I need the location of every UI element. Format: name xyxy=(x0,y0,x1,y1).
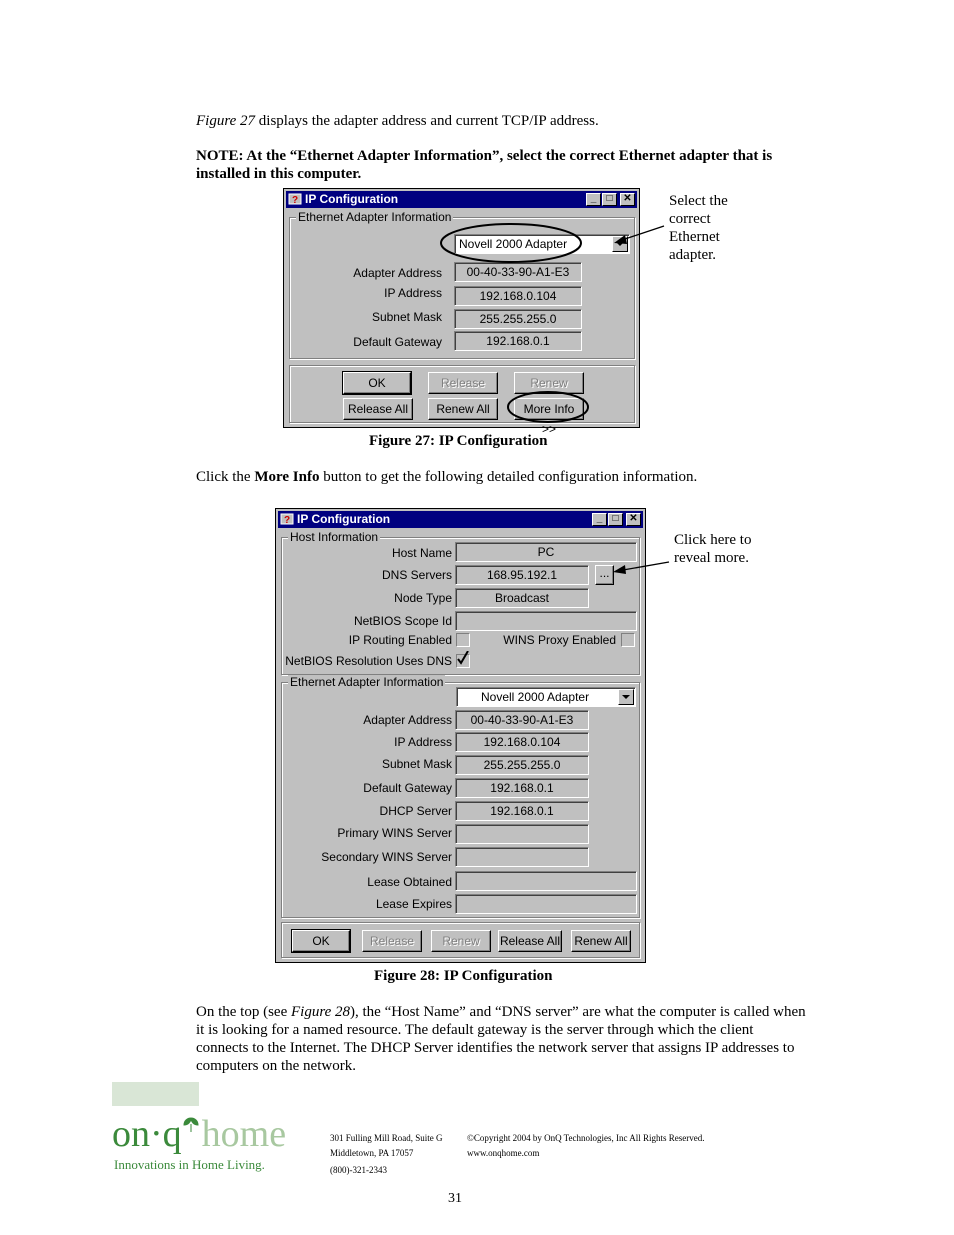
figure-28-caption: Figure 28: IP Configuration xyxy=(374,968,553,984)
website-link[interactable]: www.onqhome.com xyxy=(467,1148,540,1158)
d2-adapter-select-value: Novell 2000 Adapter xyxy=(481,690,590,704)
para3-p1: On the top (see xyxy=(196,1004,291,1020)
phone-number: (800)-321-2343 xyxy=(330,1165,387,1175)
d2-label-dhcp-server: DHCP Server xyxy=(379,804,452,818)
chevron-down-icon[interactable] xyxy=(618,689,634,705)
figure-27-caption: Figure 27: IP Configuration xyxy=(369,433,548,449)
d2-label-default-gateway: Default Gateway xyxy=(363,781,452,795)
logo-onq: on·q xyxy=(112,1113,182,1155)
intro-text: displays the adapter address and current TCP/IP address. xyxy=(255,113,599,129)
reveal-more-arrowhead xyxy=(613,565,626,574)
logo-home: home xyxy=(201,1113,287,1155)
select-adapter-arrow xyxy=(622,226,664,240)
close-button[interactable]: ✕ xyxy=(626,513,641,526)
d1-value-adapter-address: 00-40-33-90-A1-E3 xyxy=(454,262,582,282)
adapter-highlight-ellipse xyxy=(441,224,581,262)
d2-value-ip-address: 192.168.0.104 xyxy=(455,732,589,752)
d2-label-netbios-scope: NetBIOS Scope Id xyxy=(353,614,452,628)
d2-label-lease-obtained: Lease Obtained xyxy=(367,875,452,889)
svg-text:?: ? xyxy=(292,195,299,206)
figure-28-ref: Figure 28 xyxy=(290,1004,351,1020)
d2-label-secondary-wins: Secondary WINS Server xyxy=(321,850,452,864)
maximize-button[interactable]: □ xyxy=(608,513,623,526)
d1-label-subnet-mask: Subnet Mask xyxy=(371,310,442,324)
d1-label-ip-address: IP Address xyxy=(384,286,442,300)
d2-release-button[interactable]: Release xyxy=(362,930,422,952)
d2-value-dns-servers: 168.95.192.1 xyxy=(455,565,589,585)
host-information-group-label: Host Information xyxy=(290,530,379,544)
select-adapter-arrowhead xyxy=(614,235,627,244)
svg-text:?: ? xyxy=(284,515,291,526)
para2-post: button to get the following detailed configuration information. xyxy=(319,469,698,485)
more-info-highlight-ellipse xyxy=(508,392,588,422)
d2-value-adapter-address: 00-40-33-90-A1-E3 xyxy=(455,710,589,730)
d2-ethernet-adapter-group-label: Ethernet Adapter Information xyxy=(290,675,444,689)
release-all-button[interactable]: Release All xyxy=(343,398,413,420)
d1-label-default-gateway: Default Gateway xyxy=(353,335,442,349)
d2-ethernet-adapter-group xyxy=(281,675,640,918)
dialog-1-title: IP Configuration xyxy=(305,192,399,206)
dns-more-button[interactable]: ... xyxy=(595,565,614,585)
ethernet-adapter-group-label: Ethernet Adapter Information xyxy=(298,210,452,224)
tagline: Innovations in Home Living. xyxy=(114,1157,265,1172)
d2-label-host-name: Host Name xyxy=(391,546,452,560)
d2-label-dns-servers: DNS Servers xyxy=(381,568,452,582)
d2-renew-button[interactable]: Renew xyxy=(431,930,491,952)
dialog-2-title: IP Configuration xyxy=(297,512,391,526)
d1-value-subnet-mask: 255.255.255.0 xyxy=(454,309,582,329)
wins-proxy-label: WINS Proxy Enabled xyxy=(503,633,616,647)
para3-p2: ), the “Host Name” and “DNS server” are what the computer is called when it is looking for a named resource. The default gateway is the server through which the client connects to the Internet. The DHCP Server identifies the network server that assigns IP addresses to computers on the network. xyxy=(196,1004,806,1074)
d2-label-ip-address: IP Address xyxy=(394,735,452,749)
d2-label-subnet-mask: Subnet Mask xyxy=(381,757,452,771)
d2-release-all-button[interactable]: Release All xyxy=(498,930,562,952)
d2-value-host-name: PC xyxy=(455,542,637,562)
page-number: 31 xyxy=(448,1191,462,1206)
d2-value-lease-obtained xyxy=(455,871,637,891)
ok-button[interactable]: OK xyxy=(343,372,411,394)
ip-routing-checkbox[interactable] xyxy=(456,633,470,647)
release-button[interactable]: Release xyxy=(428,372,498,394)
figure-27-markup xyxy=(0,0,954,460)
dialog-2-button-group xyxy=(281,922,640,958)
d2-value-default-gateway: 192.168.0.1 xyxy=(455,778,589,798)
d2-label-primary-wins: Primary WINS Server xyxy=(337,826,452,840)
d2-value-primary-wins xyxy=(455,824,589,844)
d2-label-lease-expires: Lease Expires xyxy=(375,897,452,911)
footer-accent-bar xyxy=(112,1082,199,1106)
d2-adapter-select[interactable] xyxy=(456,687,636,707)
summary-paragraph xyxy=(196,1003,808,1075)
netbios-dns-checkbox[interactable] xyxy=(456,654,470,668)
figure-28-markup xyxy=(0,500,954,620)
annotation-reveal-more: Click here to reveal more. xyxy=(674,532,752,566)
annotation-select-adapter: Select the correct Ethernet adapter. xyxy=(669,193,728,263)
d2-label-node-type: Node Type xyxy=(394,591,452,605)
figure-27-ref: Figure 27 xyxy=(196,113,256,129)
company-logo xyxy=(112,1112,286,1156)
minimize-button[interactable]: _ xyxy=(586,193,601,206)
address-line-2: Middletown, PA 17057 xyxy=(330,1148,414,1158)
reveal-more-arrow xyxy=(623,562,669,570)
d2-value-node-type: Broadcast xyxy=(455,588,589,608)
d2-value-lease-expires xyxy=(455,894,637,914)
netbios-dns-label: NetBIOS Resolution Uses DNS xyxy=(285,654,452,668)
wins-proxy-checkbox[interactable] xyxy=(621,633,635,647)
more-info-button[interactable]: More Info >> xyxy=(514,398,584,420)
d1-value-default-gateway: 192.168.0.1 xyxy=(454,331,582,351)
d2-value-subnet-mask: 255.255.255.0 xyxy=(455,755,589,775)
minimize-button[interactable]: _ xyxy=(592,513,607,526)
maximize-button[interactable]: □ xyxy=(602,193,617,206)
d2-value-secondary-wins xyxy=(455,847,589,867)
more-info-paragraph xyxy=(196,468,816,486)
para2-pre: Click the xyxy=(196,469,255,485)
copyright: ©Copyright 2004 by OnQ Technologies, Inc All Rights Reserved. xyxy=(467,1133,705,1143)
para2-bold: More Info xyxy=(254,469,320,485)
close-button[interactable]: ✕ xyxy=(620,193,635,206)
d1-value-ip-address: 192.168.0.104 xyxy=(454,286,582,306)
adapter-select-value: Novell 2000 Adapter xyxy=(459,237,568,251)
ip-routing-label: IP Routing Enabled xyxy=(348,633,452,647)
d1-label-adapter-address: Adapter Address xyxy=(353,266,442,280)
renew-button[interactable]: Renew xyxy=(514,372,584,394)
address-line-1: 301 Fulling Mill Road, Suite G xyxy=(330,1133,443,1143)
d2-ok-button[interactable]: OK xyxy=(292,930,350,952)
d2-renew-all-button[interactable]: Renew All xyxy=(571,930,631,952)
checkmark-icon xyxy=(457,651,469,665)
renew-all-button[interactable]: Renew All xyxy=(428,398,498,420)
d2-value-dhcp-server: 192.168.0.1 xyxy=(455,801,589,821)
d2-label-adapter-address: Adapter Address xyxy=(363,713,452,727)
leaf-icon xyxy=(182,1116,200,1134)
note-paragraph: NOTE: At the “Ethernet Adapter Information”, select the correct Ethernet adapter that is installed in this computer. xyxy=(196,148,773,182)
